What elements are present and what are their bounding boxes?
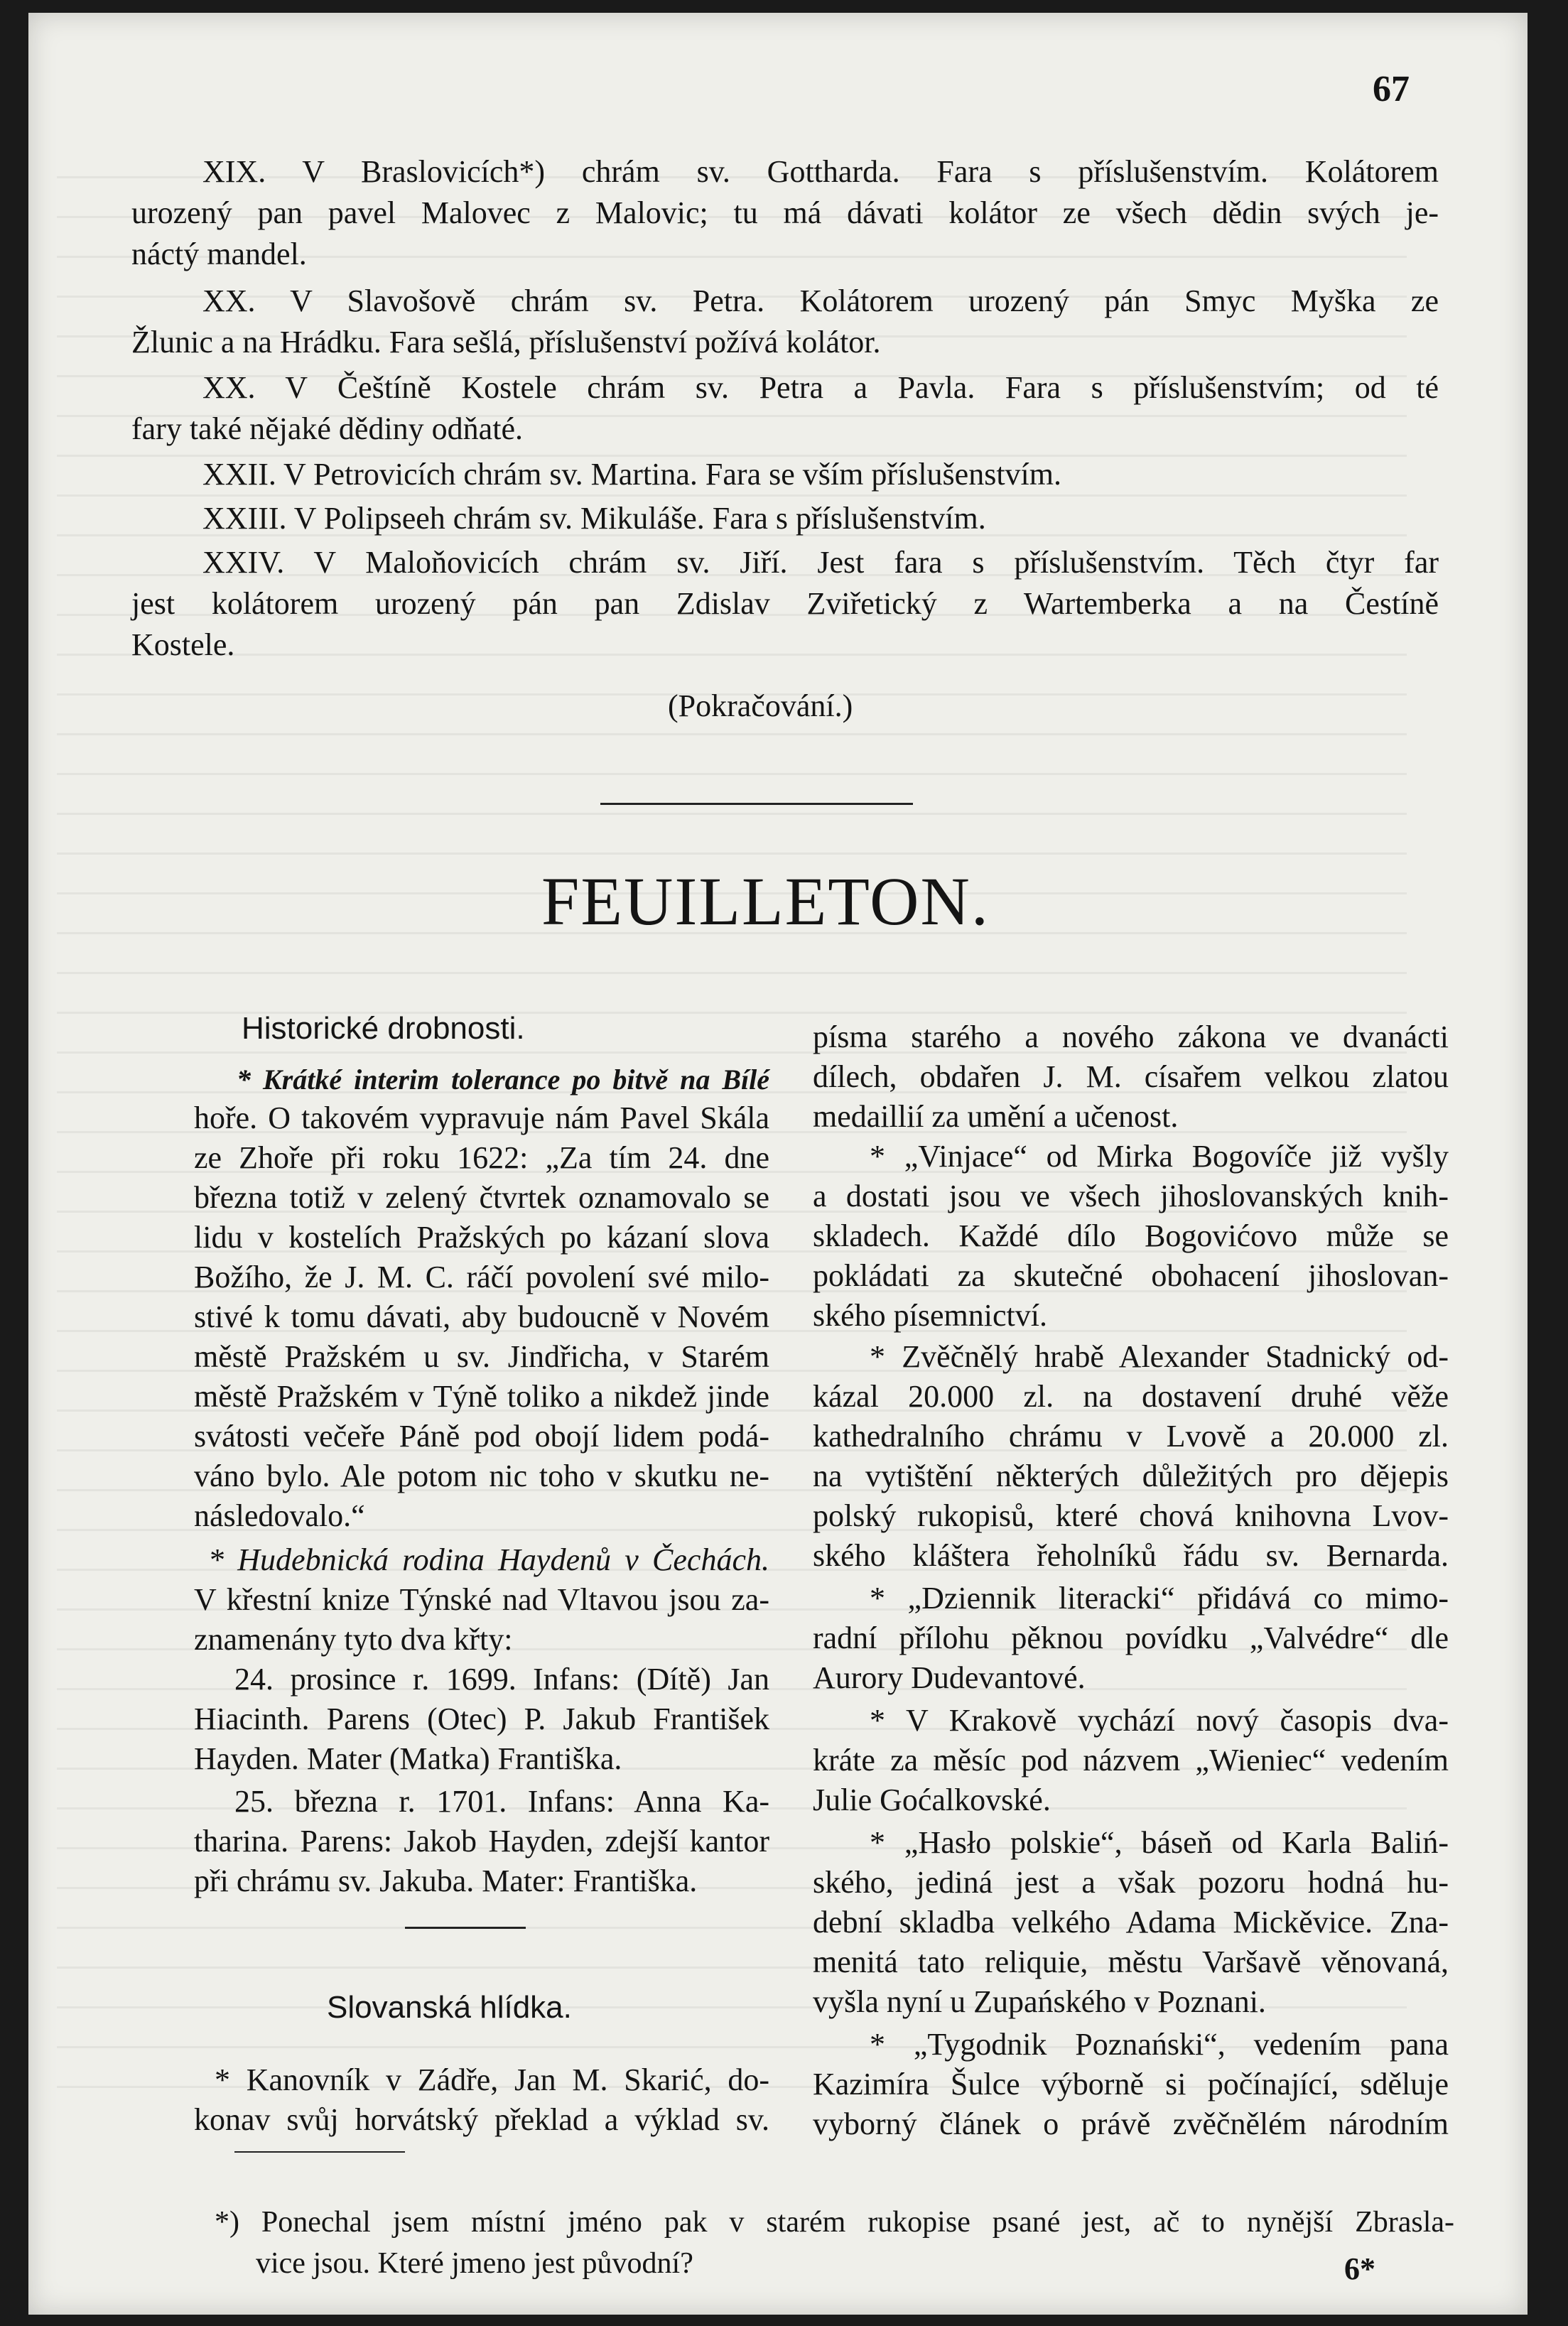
right-line-28: vyborný článek o právě zvěčnělém národním	[813, 2106, 1449, 2141]
top-line-10: XXIV. V Maloňovicích chrám sv. Jiří. Jest fara s příslušenstvím. Těch čtyr far	[202, 545, 1439, 580]
left-divider	[405, 1927, 526, 1929]
top-line-9: XXIII. V Polipseeh chrám sv. Mikuláše. Fara s příslušenstvím.	[202, 501, 986, 536]
footnote-divider	[234, 2151, 405, 2153]
top-line-11: jest kolátorem urozený pán pan Zdislav Zviřetický z Wartemberka a na Čestíně	[131, 586, 1439, 621]
left-line-13: * Hudebnická rodina Haydenů v Čechách.	[208, 1542, 769, 1577]
left-line-7: stivé k tomu dávati, aby budoucně v Novém	[194, 1299, 769, 1334]
left-line-16: 24. prosince r. 1699. Infans: (Dítě) Jan	[234, 1662, 769, 1697]
left-line-4: března totiž v zelený čtvrtek oznamovalo se	[194, 1180, 769, 1215]
right-line-1: písma starého a nového zákona ve dvanácti	[813, 1019, 1449, 1054]
left-line-17: Hiacinth. Parens (Otec) P. Jakub František	[194, 1702, 769, 1736]
left-line-6: Božího, že J. M. C. ráčí povolení své milo-	[194, 1260, 769, 1294]
top-line-4: XX. V Slavošově chrám sv. Petra. Kolátorem urozený pán Smyc Myška ze	[202, 283, 1439, 318]
top-line-6: XX. V Češtíně Kostele chrám sv. Petra a Pavla. Fara s příslušenstvím; od té	[202, 370, 1439, 405]
continued-note: (Pokračování.)	[668, 688, 853, 723]
right-line-20: Julie Goćalkovské.	[813, 1783, 1051, 1817]
left-line-14: V křestní knize Týnské nad Vltavou jsou za-	[194, 1582, 769, 1617]
right-line-8: ského písemnictví.	[813, 1298, 1047, 1333]
left-line-15: znamenány tyto dva křty:	[194, 1622, 513, 1657]
left-line-3: ze Zhoře při roku 1622: „Za tím 24. dne	[194, 1140, 769, 1175]
left-line-8: městě Pražském u sv. Jindřicha, v Starém	[194, 1339, 769, 1374]
signature-mark: 6*	[1344, 2251, 1375, 2286]
right-line-2: dílech, obdařen J. M. císařem velkou zlatou	[813, 1059, 1449, 1094]
left-line-10: svátosti večeře Páně pod obojí lidem podá-	[194, 1419, 769, 1454]
right-line-10: kázal 20.000 zl. na dostavení druhé věže	[813, 1379, 1449, 1414]
left-line-21: při chrámu sv. Jakuba. Mater: Františka.	[194, 1863, 698, 1898]
right-line-7: pokládati za skutečné obohacení jihoslovan-	[813, 1258, 1449, 1293]
right-line-11: kathedralního chrámu v Lvově a 20.000 zl.	[813, 1419, 1449, 1454]
left-line-1: * Krátké interim tolerance po bitvě na Bílé	[237, 1064, 769, 1096]
feuilleton-title: FEUILLETON.	[541, 863, 990, 939]
right-line-24: menitá tato reliquie, městu Varšavě věnovaná,	[813, 1944, 1449, 1979]
right-line-25: vyšla nyní u Zupańského v Poznani.	[813, 1984, 1266, 2019]
left-line-19: 25. března r. 1701. Infans: Anna Ka-	[234, 1784, 769, 1819]
top-line-2: urozený pan pavel Malovec z Malovic; tu má dávati kolátor ze všech dědin svých je-	[131, 195, 1439, 230]
section-divider	[600, 803, 913, 805]
top-line-7: fary také nějaké dědiny odňaté.	[131, 411, 523, 446]
top-line-5: Žlunic a na Hrádku. Fara sešlá, příslušenství požívá kolátor.	[131, 325, 881, 359]
right-line-19: kráte za měsíc pod názvem „Wieniec“ vedením	[813, 1743, 1449, 1778]
right-line-6: skladech. Každé dílo Bogovićovo může se	[813, 1218, 1449, 1253]
heading-slovanska-hlidka: Slovanská hlídka.	[327, 1990, 572, 2025]
top-line-3: náctý mandel.	[131, 237, 307, 271]
right-line-9: * Zvěčnělý hrabě Alexander Stadnický od-	[870, 1339, 1449, 1374]
footnote-line-2: vice jsou. Které jmeno jest původní?	[256, 2247, 693, 2280]
left-line-5: lidu v kostelích Pražských po kázaní slova	[194, 1220, 769, 1255]
left-line-2: hoře. O takovém vypravuje nám Pavel Skála	[194, 1100, 769, 1135]
right-line-23: dební skladba velkého Adama Mickěvice. Zna-	[813, 1905, 1449, 1940]
right-line-4: * „Vinjace“ od Mirka Bogovíče již vyšly	[870, 1139, 1449, 1174]
right-line-27: Kazimíra Šulce výborně si počínající, sděluje	[813, 2067, 1449, 2101]
right-line-3: medaillií za umění a učenost.	[813, 1099, 1179, 1134]
left-line-20: tharina. Parens: Jakob Hayden, zdejší kantor	[194, 1824, 769, 1859]
right-line-12: na vytištění některých důležitých pro dějepis	[813, 1459, 1449, 1493]
footnote-line-1: *) Ponechal jsem místní jméno pak v starém rukopise psané jest, ač to nynější Zbrasla-	[215, 2206, 1454, 2239]
right-line-21: * „Hasło polskie“, báseň od Karla Baliń-	[870, 1825, 1449, 1860]
right-line-18: * V Krakově vychází nový časopis dva-	[870, 1703, 1449, 1738]
top-line-8: XXII. V Petrovicích chrám sv. Martina. Fara se vším příslušenstvím.	[202, 457, 1061, 492]
left-line-18: Hayden. Mater (Matka) Františka.	[194, 1741, 622, 1776]
heading-historicke-drobnosti: Historické drobnosti.	[242, 1011, 525, 1046]
right-line-13: polský rukopisů, které chová knihovna Lvov-	[813, 1498, 1449, 1533]
right-line-26: * „Tygodnik Poznański“, vedením pana	[870, 2027, 1449, 2062]
left-line-9: městě Pražském v Týně toliko a nikdež jinde	[194, 1379, 769, 1414]
right-line-16: radní přílohu pěknou povídku „Valvédre“ dle	[813, 1621, 1449, 1655]
right-line-14: ského kláštera řeholníků řádu sv. Bernarda.	[813, 1538, 1449, 1573]
newspaper-page	[28, 13, 1528, 2315]
left-line-22: * Kanovník v Zádře, Jan M. Skarić, do-	[215, 2062, 769, 2097]
left-line-11: váno bylo. Ale potom nic toho v skutku ne-	[194, 1459, 769, 1493]
left-line-12: následovalo.“	[194, 1498, 365, 1533]
right-line-22: ského, jediná jest a však pozoru hodná hu-	[813, 1865, 1449, 1900]
right-line-17: Aurory Dudevantové.	[813, 1660, 1086, 1695]
top-line-1: XIX. V Braslovicích*) chrám sv. Gottharda. Fara s příslušenstvím. Kolátorem	[202, 154, 1439, 189]
left-line-23: konav svůj horvátský překlad a výklad sv.	[194, 2102, 769, 2137]
top-line-12: Kostele.	[131, 627, 235, 662]
right-line-15: * „Dziennik literacki“ přidává co mimo-	[870, 1581, 1449, 1616]
right-line-5: a dostati jsou ve všech jihoslovanských knih-	[813, 1179, 1449, 1213]
page-number: 67	[1373, 69, 1410, 109]
